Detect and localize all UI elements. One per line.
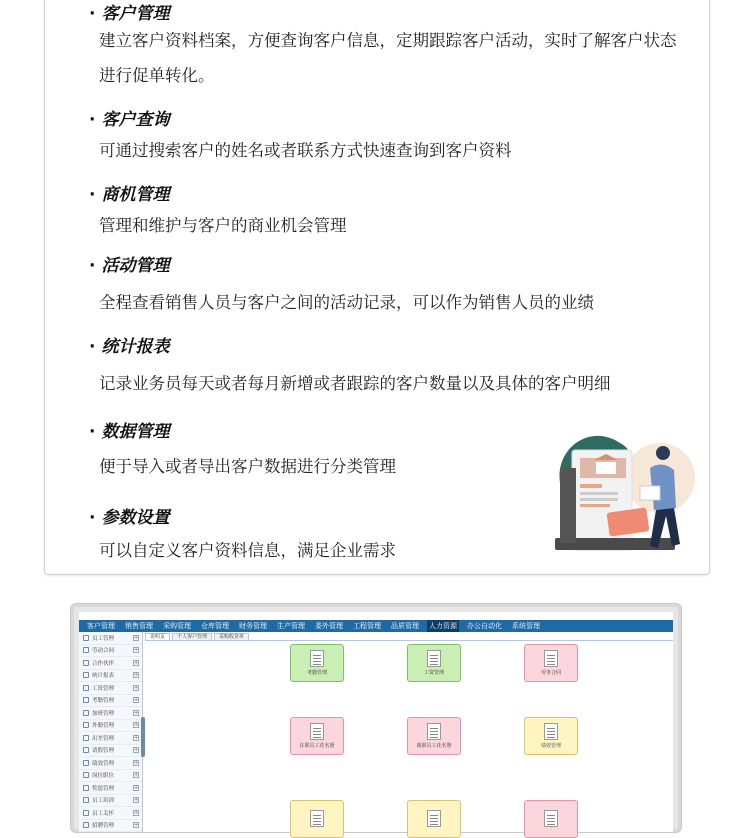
menu-item[interactable]: 采购管理 — [163, 622, 191, 630]
menu-item[interactable]: 系统管理 — [512, 622, 540, 630]
sidebar-item[interactable] — [79, 707, 142, 720]
module-icon — [83, 660, 89, 666]
module-grid — [145, 642, 673, 832]
module-tile[interactable] — [524, 644, 578, 682]
module-icon — [83, 647, 89, 653]
feature-desc: 全程查看销售人员与客户之间的活动记录，可以作为销售人员的业绩 — [99, 293, 594, 312]
module-tile[interactable] — [290, 717, 344, 755]
expand-icon[interactable]: + — [134, 722, 139, 729]
menu-item[interactable]: 销售管理 — [125, 622, 153, 630]
sidebar-item-label: 招聘管理 — [92, 823, 115, 830]
menu-item[interactable]: 品质管理 — [391, 622, 419, 630]
module-tile[interactable] — [290, 644, 344, 682]
tile-label: 考勤管理 — [306, 670, 327, 676]
sidebar-item-label: 员工关怀 — [92, 810, 115, 817]
sidebar-item[interactable] — [79, 682, 142, 695]
expand-icon[interactable]: + — [134, 697, 139, 704]
menu-item[interactable]: 生产管理 — [277, 622, 305, 630]
expand-icon[interactable]: + — [134, 772, 139, 779]
sidebar-item[interactable] — [79, 795, 142, 808]
expand-icon[interactable]: + — [134, 822, 139, 829]
feature-desc: 记录业务员每天或者每月新增或者跟踪的客户数量以及具体的客户明细 — [99, 374, 611, 393]
menu-item[interactable]: 委外管理 — [315, 622, 343, 630]
sidebar-item[interactable] — [79, 757, 142, 770]
document-icon — [310, 723, 324, 740]
expand-icon[interactable]: + — [134, 659, 139, 666]
software-screenshot — [70, 603, 682, 833]
sidebar-item-label: 绩效管理 — [92, 760, 115, 767]
sidebar-item-label: 出差管理 — [92, 735, 115, 742]
sidebar-item[interactable] — [79, 770, 142, 783]
document-icon — [427, 650, 441, 667]
module-tile[interactable] — [524, 717, 578, 755]
expand-icon[interactable]: + — [134, 734, 139, 741]
module-icon — [83, 635, 89, 641]
expand-icon[interactable]: + — [134, 747, 139, 754]
expand-icon[interactable]: + — [134, 647, 139, 654]
feature-title: · 商机管理 — [89, 180, 169, 205]
sidebar-item-label: 合作伙伴 — [92, 660, 115, 667]
module-icon — [83, 822, 89, 828]
module-icon — [83, 722, 89, 728]
module-icon — [83, 772, 89, 778]
sidebar — [79, 632, 143, 832]
document-icon — [310, 810, 324, 827]
sidebar-item-label: 员工管理 — [92, 635, 115, 642]
sidebar-item[interactable] — [79, 732, 142, 745]
feature-title: · 数据管理 — [89, 417, 169, 442]
tab-bar — [145, 633, 673, 641]
feature-title: · 客户查询 — [89, 105, 169, 130]
sidebar-item[interactable] — [79, 745, 142, 758]
module-icon — [83, 685, 89, 691]
module-icon — [83, 747, 89, 753]
sidebar-item[interactable] — [79, 782, 142, 795]
menu-item[interactable]: 办公自动化 — [467, 622, 502, 630]
tab[interactable]: 个人客户管理 — [172, 633, 212, 640]
module-icon — [83, 785, 89, 791]
module-tile[interactable] — [407, 800, 461, 838]
sidebar-item-label: 工资管理 — [92, 685, 115, 692]
sidebar-item[interactable] — [79, 645, 142, 658]
tab[interactable]: 采购收货单 — [214, 633, 249, 640]
feature-title: · 参数设置 — [89, 503, 169, 528]
sidebar-item[interactable] — [79, 657, 142, 670]
expand-icon[interactable]: + — [134, 634, 139, 641]
office-illustration — [550, 428, 690, 568]
module-tile[interactable] — [407, 717, 461, 755]
document-icon — [427, 723, 441, 740]
app-window — [79, 612, 673, 832]
sidebar-item-label: 劳动合同 — [92, 648, 115, 655]
module-icon — [83, 760, 89, 766]
tile-label: 离职员工花名册 — [416, 743, 452, 749]
menu-item[interactable]: 工程管理 — [353, 622, 381, 630]
sidebar-item-label: 外勤管理 — [92, 723, 115, 730]
document-icon — [544, 650, 558, 667]
tile-label: 绩效管理 — [540, 743, 561, 749]
feature-title: · 活动管理 — [89, 251, 169, 276]
sidebar-item[interactable] — [79, 695, 142, 708]
document-icon — [427, 810, 441, 827]
feature-card — [44, 0, 710, 575]
feature-desc: 可通过搜索客户的姓名或者联系方式快速查询到客户资料 — [99, 141, 512, 160]
module-icon — [83, 810, 89, 816]
menu-item[interactable]: 仓库管理 — [201, 622, 229, 630]
module-icon — [83, 710, 89, 716]
tab[interactable]: 说明页 — [145, 633, 170, 640]
sidebar-item-label: 考勤管理 — [92, 698, 115, 705]
sidebar-item[interactable] — [79, 670, 142, 683]
main-menu — [79, 620, 673, 632]
menu-item[interactable]: 人力资源 — [429, 622, 457, 630]
sidebar-item-label: 奖惩管理 — [92, 785, 115, 792]
module-tile[interactable] — [524, 800, 578, 838]
module-icon — [83, 797, 89, 803]
expand-icon[interactable]: + — [134, 709, 139, 716]
expand-icon[interactable]: + — [134, 759, 139, 766]
menu-item[interactable]: 客户管理 — [87, 622, 115, 630]
tile-label: 劳务合同 — [540, 670, 561, 676]
tile-label: 工资管理 — [423, 670, 444, 676]
sidebar-item[interactable] — [79, 820, 142, 833]
document-icon — [544, 723, 558, 740]
feature-title: · 统计报表 — [89, 332, 169, 357]
expand-icon[interactable]: + — [134, 784, 139, 791]
module-icon — [83, 672, 89, 678]
module-icon — [83, 735, 89, 741]
sidebar-item[interactable] — [79, 807, 142, 820]
tile-label: 在职员工花名册 — [299, 743, 335, 749]
feature-desc: 可以自定义客户资料信息，满足企业需求 — [99, 541, 396, 560]
expand-icon[interactable]: + — [134, 684, 139, 691]
feature-title: · 客户管理 — [89, 0, 169, 24]
document-icon — [544, 810, 558, 827]
module-tile[interactable] — [290, 800, 344, 838]
sidebar-item-label: 员工培训 — [92, 798, 115, 805]
expand-icon[interactable]: + — [134, 797, 139, 804]
module-icon — [83, 697, 89, 703]
sidebar-item-label: 统计报表 — [92, 673, 115, 680]
menu-item[interactable]: 财务管理 — [239, 622, 267, 630]
sidebar-item-label: 岗位职位 — [92, 773, 115, 780]
sidebar-item-label: 请假管理 — [92, 748, 115, 755]
expand-icon[interactable]: + — [134, 809, 139, 816]
feature-desc: 管理和维护与客户的商业机会管理 — [99, 216, 347, 235]
document-icon — [310, 650, 324, 667]
sidebar-item[interactable] — [79, 720, 142, 733]
module-tile[interactable] — [407, 644, 461, 682]
sidebar-item-label: 加班管理 — [92, 710, 115, 717]
expand-icon[interactable]: + — [134, 672, 139, 679]
feature-desc: 便于导入或者导出客户数据进行分类管理 — [99, 457, 396, 476]
feature-desc: 建立客户资料档案，方便查询客户信息，定期跟踪客户活动，实时了解客户状态进行促单转化。 — [99, 31, 677, 85]
sidebar-item[interactable] — [79, 632, 142, 645]
